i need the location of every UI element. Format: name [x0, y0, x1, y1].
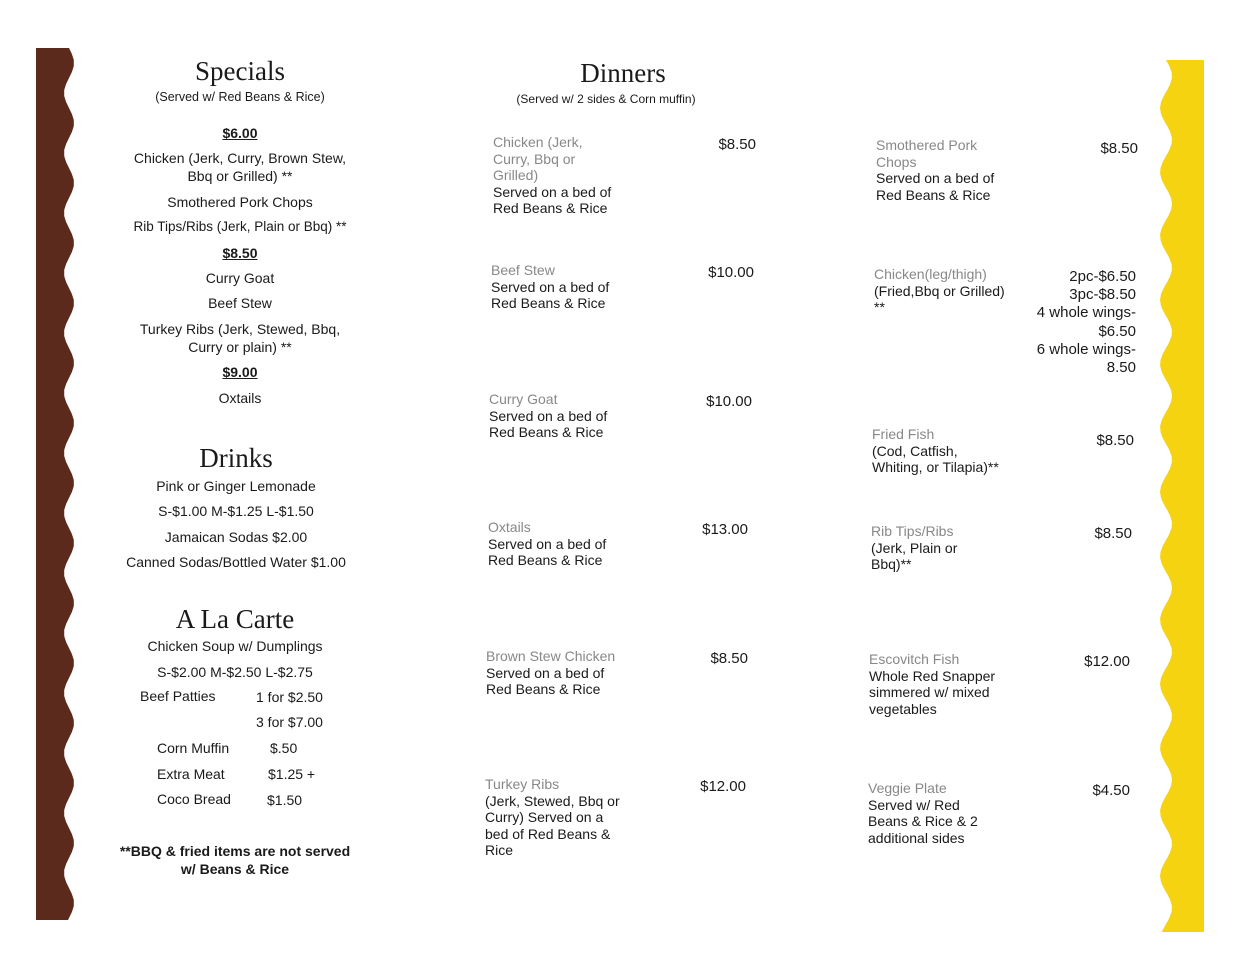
alacarte-line: Chicken Soup w/ Dumplings	[147, 638, 323, 654]
dinner-item-name: Curry Goat	[489, 391, 558, 407]
drinks-line: Jamaican Sodas $2.00	[164, 529, 308, 545]
alacarte-item-price: $.50	[270, 740, 298, 756]
dinner-item-price: 8.50	[1106, 359, 1136, 377]
dinner-item-desc: (Jerk, Plain or Bbq)**	[871, 539, 958, 572]
dinner-item-price-list	[1010, 268, 1136, 377]
dinner-item-name: Veggie Plate	[868, 780, 947, 796]
specials-item: Beef Stew	[208, 295, 272, 311]
dinner-item-desc: Served on a bed of Red Beans & Rice	[489, 407, 608, 440]
dinner-item	[876, 137, 1012, 203]
specials-title: Specials	[195, 56, 285, 86]
drinks-line: S-$1.00 M-$1.25 L-$1.50	[158, 503, 314, 519]
specials-subtitle: (Served w/ Red Beans & Rice)	[155, 90, 325, 104]
drinks-line: Pink or Ginger Lemonade	[156, 478, 316, 494]
dinner-item-name: Rib Tips/Ribs	[871, 523, 954, 539]
dinner-item-name: Escovitch Fish	[869, 651, 960, 667]
dinner-item-desc: Whole Red Snapper simmered w/ mixed vegetables	[869, 667, 996, 717]
dinner-item-desc: Served on a bed of Red Beans & Rice	[491, 278, 610, 311]
alacarte-item-name: Beef Patties	[140, 688, 216, 704]
dinner-item-price: $6.50	[1098, 322, 1136, 340]
drinks-line: Canned Sodas/Bottled Water $1.00	[126, 554, 346, 570]
dinner-item-price: $12.00	[1084, 653, 1130, 670]
dinner-item	[872, 426, 1012, 476]
dinner-item-price: $10.00	[708, 264, 754, 281]
specials-item: Turkey Ribs (Jerk, Stewed, Bbq,	[139, 321, 341, 337]
dinner-item-desc: (Cod, Catfish, Whiting, or Tilapia)**	[872, 442, 999, 475]
specials-item: Rib Tips/Ribs (Jerk, Plain or Bbq) **	[133, 219, 347, 234]
dinner-item-desc: Served on a bed of Red Beans & Rice	[486, 664, 605, 697]
dinner-item-name: Chicken(leg/thigh)	[874, 266, 987, 282]
dinner-item-desc: Served on a bed of Red Beans & Rice	[493, 183, 612, 216]
brown-side-band	[36, 48, 76, 920]
dinner-item-price: $10.00	[706, 393, 752, 410]
specials-item: Curry or plain) **	[188, 339, 292, 355]
dinner-item-name: Smothered Pork Chops	[876, 137, 978, 170]
dinner-item-price: 3pc-$8.50	[1069, 286, 1136, 304]
dinner-item	[488, 519, 618, 569]
dinner-item-name: Chicken (Jerk, Curry, Bbq or Grilled)	[493, 134, 583, 183]
dinner-item-price: $8.50	[1096, 432, 1134, 449]
dinner-item-name: Oxtails	[488, 519, 531, 535]
alacarte-item-price: $1.25 +	[268, 766, 316, 782]
dinners-subtitle: (Served w/ 2 sides & Corn muffin)	[516, 92, 696, 106]
dinner-item-name: Turkey Ribs	[485, 776, 560, 792]
dinner-item	[493, 134, 623, 217]
dinner-item-price: $8.50	[1094, 525, 1132, 542]
alacarte-title: A La Carte	[175, 604, 295, 634]
dinner-item	[874, 266, 1008, 316]
dinner-item	[871, 523, 1001, 573]
specials-tier-price: $9.00	[222, 364, 258, 380]
dinner-item-price: $8.50	[718, 136, 756, 153]
dinner-item	[485, 776, 621, 859]
specials-tier-price: $6.00	[222, 125, 258, 141]
alacarte-item-name: Extra Meat	[157, 766, 225, 782]
specials-item: Oxtails	[218, 390, 262, 406]
drinks-title: Drinks	[199, 443, 273, 473]
dinner-item-desc: (Fried,Bbq or Grilled) **	[874, 282, 1005, 315]
dinner-item-desc: Served on a bed of Red Beans & Rice	[876, 170, 995, 203]
dinner-item-desc: Served on a bed of Red Beans & Rice	[488, 535, 607, 568]
dinner-item-name: Fried Fish	[872, 426, 935, 442]
footnote-line: w/ Beans & Rice	[180, 861, 290, 877]
alacarte-item-price: 3 for $7.00	[256, 714, 323, 730]
specials-item: Curry Goat	[205, 270, 275, 286]
dinner-item-price: 4 whole wings-	[1036, 304, 1136, 322]
alacarte-item-name: Corn Muffin	[157, 740, 230, 756]
dinner-item-name: Beef Stew	[491, 262, 555, 278]
dinner-item-price: $13.00	[702, 521, 748, 538]
dinner-item-name: Brown Stew Chicken	[486, 648, 616, 664]
dinner-item	[491, 262, 621, 312]
dinner-item-price: $8.50	[710, 650, 748, 667]
dinner-item-desc: Served w/ Red Beans & Rice & 2 additional sides	[868, 796, 978, 846]
alacarte-item-price: 1 for $2.50	[256, 689, 323, 705]
specials-item: Bbq or Grilled) **	[187, 168, 293, 184]
footnote-line: **BBQ & fried items are not served	[119, 843, 351, 859]
alacarte-line: S-$2.00 M-$2.50 L-$2.75	[157, 664, 313, 680]
specials-tier-price: $8.50	[222, 245, 258, 261]
dinner-item	[489, 391, 619, 441]
specials-item: Smothered Pork Chops	[167, 194, 313, 210]
dinner-item-desc: (Jerk, Stewed, Bbq or Curry) Served on a bed of Red Beans & Rice	[485, 792, 620, 858]
dinner-item-price: $8.50	[1100, 140, 1138, 157]
yellow-side-band	[1158, 60, 1204, 932]
alacarte-item-price: $1.50	[267, 792, 303, 808]
dinner-item-price: $4.50	[1092, 782, 1130, 799]
dinner-item-price: 6 whole wings-	[1036, 340, 1136, 358]
specials-item: Chicken (Jerk, Curry, Brown Stew,	[133, 150, 347, 166]
dinner-item-price: $12.00	[700, 778, 746, 795]
dinner-item-price: 2pc-$6.50	[1069, 268, 1136, 285]
dinner-item	[486, 648, 626, 698]
dinners-title: Dinners	[580, 58, 666, 88]
alacarte-item-name: Coco Bread	[157, 791, 231, 807]
dinner-item	[868, 780, 992, 846]
dinner-item	[869, 651, 1009, 717]
